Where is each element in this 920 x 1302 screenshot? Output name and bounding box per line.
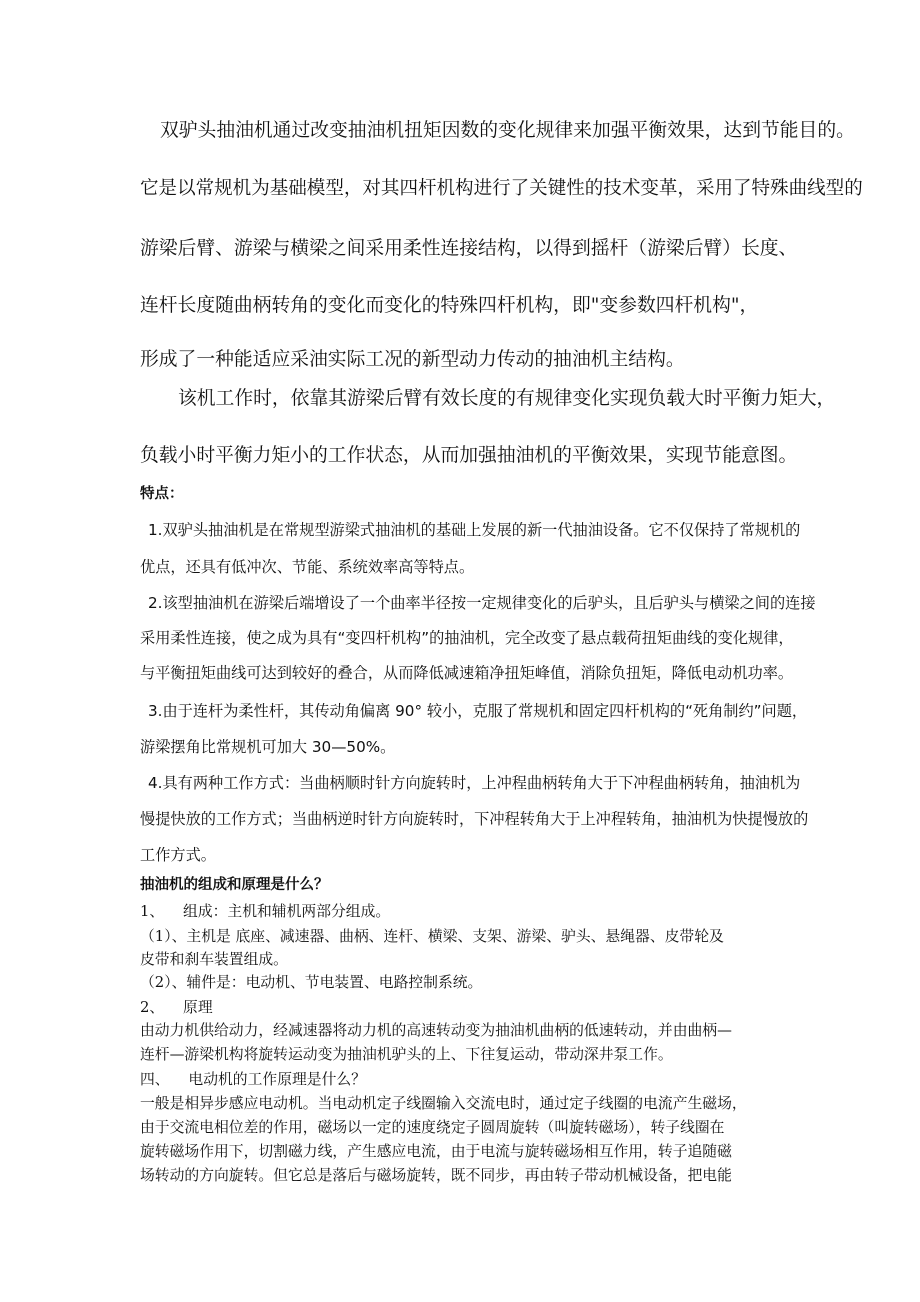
intro-line-4: 连杆长度随曲柄转角的变化而变化的特殊四杆机构，即"变参数四杆机构"， <box>140 295 759 316</box>
intro-line-5: 形成了一种能适应采油实际工况的新型动力传动的抽油机主结构。 <box>140 349 685 370</box>
composition-line: （2）、辅件是：电动机、节电装置、电路控制系统。 <box>140 974 483 991</box>
intro-line-6: 该机工作时，依靠其游梁后臂有效长度的有规律变化实现负载大时平衡力矩大， <box>178 388 836 409</box>
composition-line: 皮带和刹车装置组成。 <box>140 951 288 968</box>
intro-line-1: 双驴头抽油机通过改变抽油机扭矩因数的变化规律来加强平衡效果，达到节能目的。 <box>160 120 855 141</box>
motor-line: 场转动的方向旋转。但它总是落后与磁场旋转，既不同步，再由转子带动机械设备，把电能 <box>140 1167 732 1184</box>
composition-line: 连杆—游梁机构将旋转运动变为抽油机驴头的上、下往复运动，带动深井泵工作。 <box>140 1046 673 1063</box>
feature-line: 慢提快放的工作方式；当曲柄逆时针方向旋转时，下冲程转角大于上冲程转角，抽油机为快提慢放的 <box>140 810 809 828</box>
feature-line: 与平衡扭矩曲线可达到较好的叠合，从而降低减速箱净扭矩峰值，消除负扭矩，降低电动机功率。 <box>140 664 794 682</box>
composition-line: 由动力机供给动力，经减速器将动力机的高速转动变为抽油机曲柄的低速转动，并由曲柄— <box>140 1022 732 1039</box>
composition-heading: 抽油机的组成和原理是什么？ <box>140 877 329 893</box>
feature-line: 3.由于连杆为柔性杆，其传动角偏离 90° 较小，克服了常规机和固定四杆机构的“死角制约”问题， <box>148 702 808 720</box>
intro-line-2: 它是以常规机为基础模型，对其四杆机构进行了关键性的技术变革，采用了特殊曲线型的 <box>140 178 863 199</box>
motor-heading: 四、 电动机的工作原理是什么？ <box>140 1071 366 1088</box>
feature-line: 4.具有两种工作方式：当曲柄顺时针方向旋转时，上冲程曲柄转角大于下冲程曲柄转角，抽油机为 <box>148 774 801 792</box>
motor-line: 旋转磁场作用下，切割磁力线，产生感应电流，由于电流与旋转磁场相互作用，转子追随磁 <box>140 1143 732 1160</box>
feature-line: 采用柔性连接，使之成为具有“变四杆机构”的抽油机，完全改变了悬点载荷扭矩曲线的变化规律， <box>140 629 794 647</box>
feature-line: 1.双驴头抽油机是在常规型游梁式抽油机的基础上发展的新一代抽油设备。它不仅保持了常规机的 <box>148 521 801 539</box>
composition-line: 1、 组成：主机和辅机两部分组成。 <box>140 903 391 920</box>
feature-line: 游梁摆角比常规机可加大 30—50%。 <box>140 738 396 756</box>
motor-line: 由于交流电相位差的作用，磁场以一定的速度绕定子圆周旋转（叫旋转磁场），转子线圈在 <box>140 1119 725 1136</box>
composition-line: 2、 原理 <box>140 999 213 1016</box>
feature-line: 工作方式。 <box>140 846 216 864</box>
feature-line: 2.该型抽油机在游梁后端增设了一个曲率半径按一定规律变化的后驴头，且后驴头与横梁之间的连接 <box>148 594 816 612</box>
features-heading: 特点： <box>140 486 184 502</box>
intro-line-3: 游梁后臂、游梁与横梁之间采用柔性连接结构，以得到摇杆（游梁后臂）长度、 <box>140 238 798 259</box>
intro-line-7: 负载小时平衡力矩小的工作状态，从而加强抽油机的平衡效果，实现节能意图。 <box>140 445 798 466</box>
feature-line: 优点，还具有低冲次、节能、系统效率高等特点。 <box>140 558 475 576</box>
motor-line: 一般是相异步感应电动机。当电动机定子线圈输入交流电时，通过定子线圈的电流产生磁场， <box>140 1095 747 1112</box>
composition-line: （1）、主机是 底座、减速器、曲柄、连杆、横梁、支架、游梁、驴头、悬绳器、皮带轮及 <box>140 928 724 945</box>
